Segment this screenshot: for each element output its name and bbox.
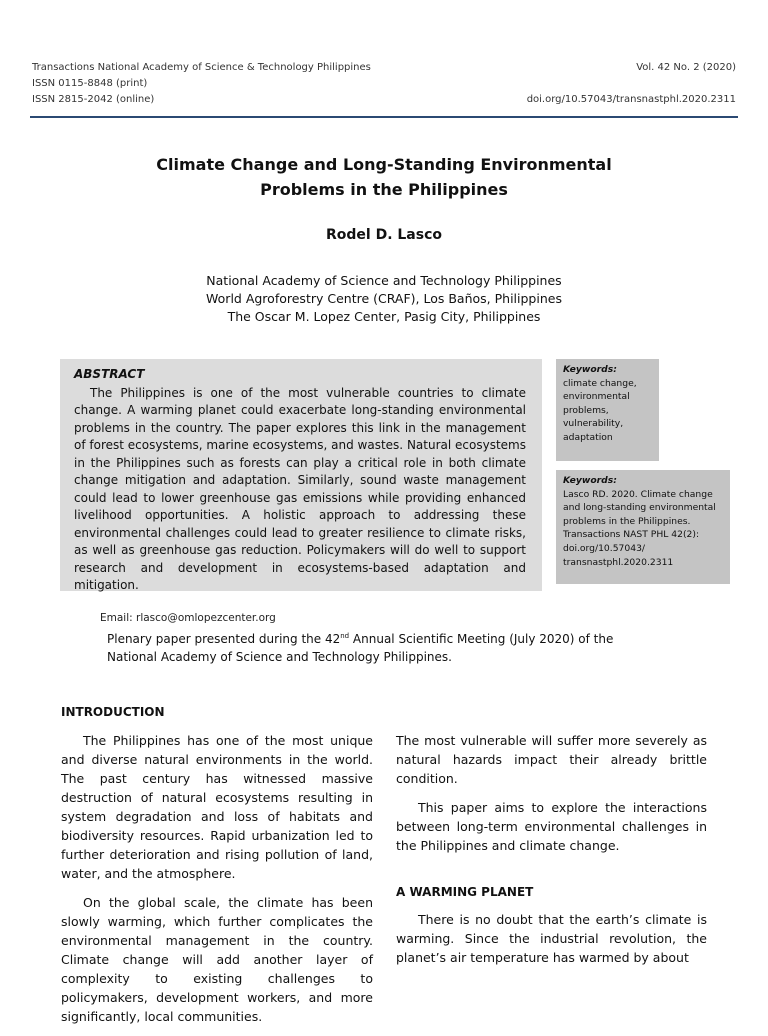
- title-line-1: Climate Change and Long-Standing Environmental: [156, 155, 612, 174]
- abstract-box: [60, 359, 542, 591]
- journal-header-left: [32, 60, 371, 108]
- journal-header-right: [527, 60, 736, 108]
- plenary-text-after: Annual Scientific Meeting (July 2020) of the National Academy of Science and Technology Philippines.: [107, 632, 614, 664]
- intro-paragraph-3: The most vulnerable will suffer more severely as natural hazards impact their already brittle condition.: [396, 733, 707, 786]
- keyword-line: adaptation: [563, 431, 613, 443]
- keywords-heading: Keywords:: [563, 364, 617, 375]
- journal-name: Transactions National Academy of Science & Technology Philippines: [32, 62, 371, 73]
- keywords-box: [556, 359, 659, 461]
- intro-paragraph-2: On the global scale, the climate has been slowly warming, which further complicates the environmental management in the country. Climate change will add another layer of complexity to existing challenges to policymakers, development workers, and more significantly, local communities.: [61, 895, 373, 1024]
- keyword-line: environmental: [563, 391, 630, 403]
- keyword-line: problems,: [563, 404, 609, 416]
- plenary-note: [107, 627, 667, 666]
- right-column: [396, 731, 707, 865]
- left-column: [61, 731, 373, 1036]
- issn-print: ISSN 0115-8848 (print): [32, 78, 148, 89]
- abstract-heading: ABSTRACT: [74, 367, 145, 381]
- keyword-line: climate change,: [563, 377, 637, 389]
- plenary-text-before: Plenary paper presented during the 42: [107, 632, 341, 646]
- affiliation-3: The Oscar M. Lopez Center, Pasig City, Philippines: [227, 309, 541, 324]
- volume-info: Vol. 42 No. 2 (2020): [636, 62, 736, 73]
- right-column-lower: [396, 910, 707, 977]
- citation-heading: Keywords:: [563, 475, 617, 486]
- warming-planet-heading: A WARMING PLANET: [396, 885, 534, 899]
- intro-paragraph-1: The Philippines has one of the most unique and diverse natural environments in the world. The past century has witnessed massive destruction of natural ecosystems resulting in system degradation and loss of habitats and biodiversity resources. Rapid urbanization led to further deterioration and rising pollution of land, water, and the atmosphere.: [61, 733, 373, 881]
- title-line-2: Problems in the Philippines: [260, 180, 508, 199]
- citation-line: doi.org/10.57043/: [563, 542, 646, 554]
- citation-line: Transactions NAST PHL 42(2):: [563, 529, 700, 541]
- doi-link[interactable]: doi.org/10.57043/transnastphl.2020.2311: [526, 94, 736, 105]
- introduction-heading: INTRODUCTION: [61, 705, 165, 719]
- citation-line: and long-standing environmental: [563, 502, 716, 514]
- citation-line: problems in the Philippines.: [563, 515, 691, 527]
- affiliation-1: National Academy of Science and Technology Philippines: [206, 273, 562, 288]
- paper-title: [0, 152, 768, 202]
- keyword-line: vulnerability,: [563, 418, 624, 430]
- issn-online: ISSN 2815-2042 (online): [32, 94, 155, 105]
- citation-line: transnastphl.2020.2311: [563, 556, 674, 568]
- warming-paragraph-1: There is no doubt that the earth’s climate is warming. Since the industrial revolution, the planet’s air temperature has warmed by about: [396, 912, 707, 965]
- abstract-text: The Philippines is one of the most vulnerable countries to climate change. A warming planet could exacerbate long-standing environmental problems in the country. The paper explores this link in the management of forest ecosystems, marine ecosystems, and wastes. Natural ecosystems in the Philippines such as forests can play a critical role in both climate change mitigation and adaptation. Similarly, sound waste management could lead to lower greenhouse gas emissions while providing enhanced livelihood opportunities. A holistic approach to addressing these environmental challenges could lead to greater resilience to climate risks, as well as greenhouse gas reduction. Policymakers will do well to support research and development in ecosystems-based adaptation and mitigation.: [74, 385, 526, 592]
- intro-paragraph-4: This paper aims to explore the interactions between long-term environmental challenges in the Philippines and climate change.: [396, 800, 707, 853]
- affiliation-2: World Agroforestry Centre (CRAF), Los Baños, Philippines: [206, 291, 562, 306]
- citation-line: Lasco RD. 2020. Climate change: [563, 488, 713, 500]
- affiliations: [0, 272, 768, 326]
- plenary-ordinal: nd: [340, 632, 350, 640]
- citation-box: [556, 470, 730, 584]
- author-email[interactable]: Email: rlasco@omlopezcenter.org: [100, 612, 276, 624]
- author-name: Rodel D. Lasco: [325, 227, 443, 243]
- header-divider: [30, 116, 738, 118]
